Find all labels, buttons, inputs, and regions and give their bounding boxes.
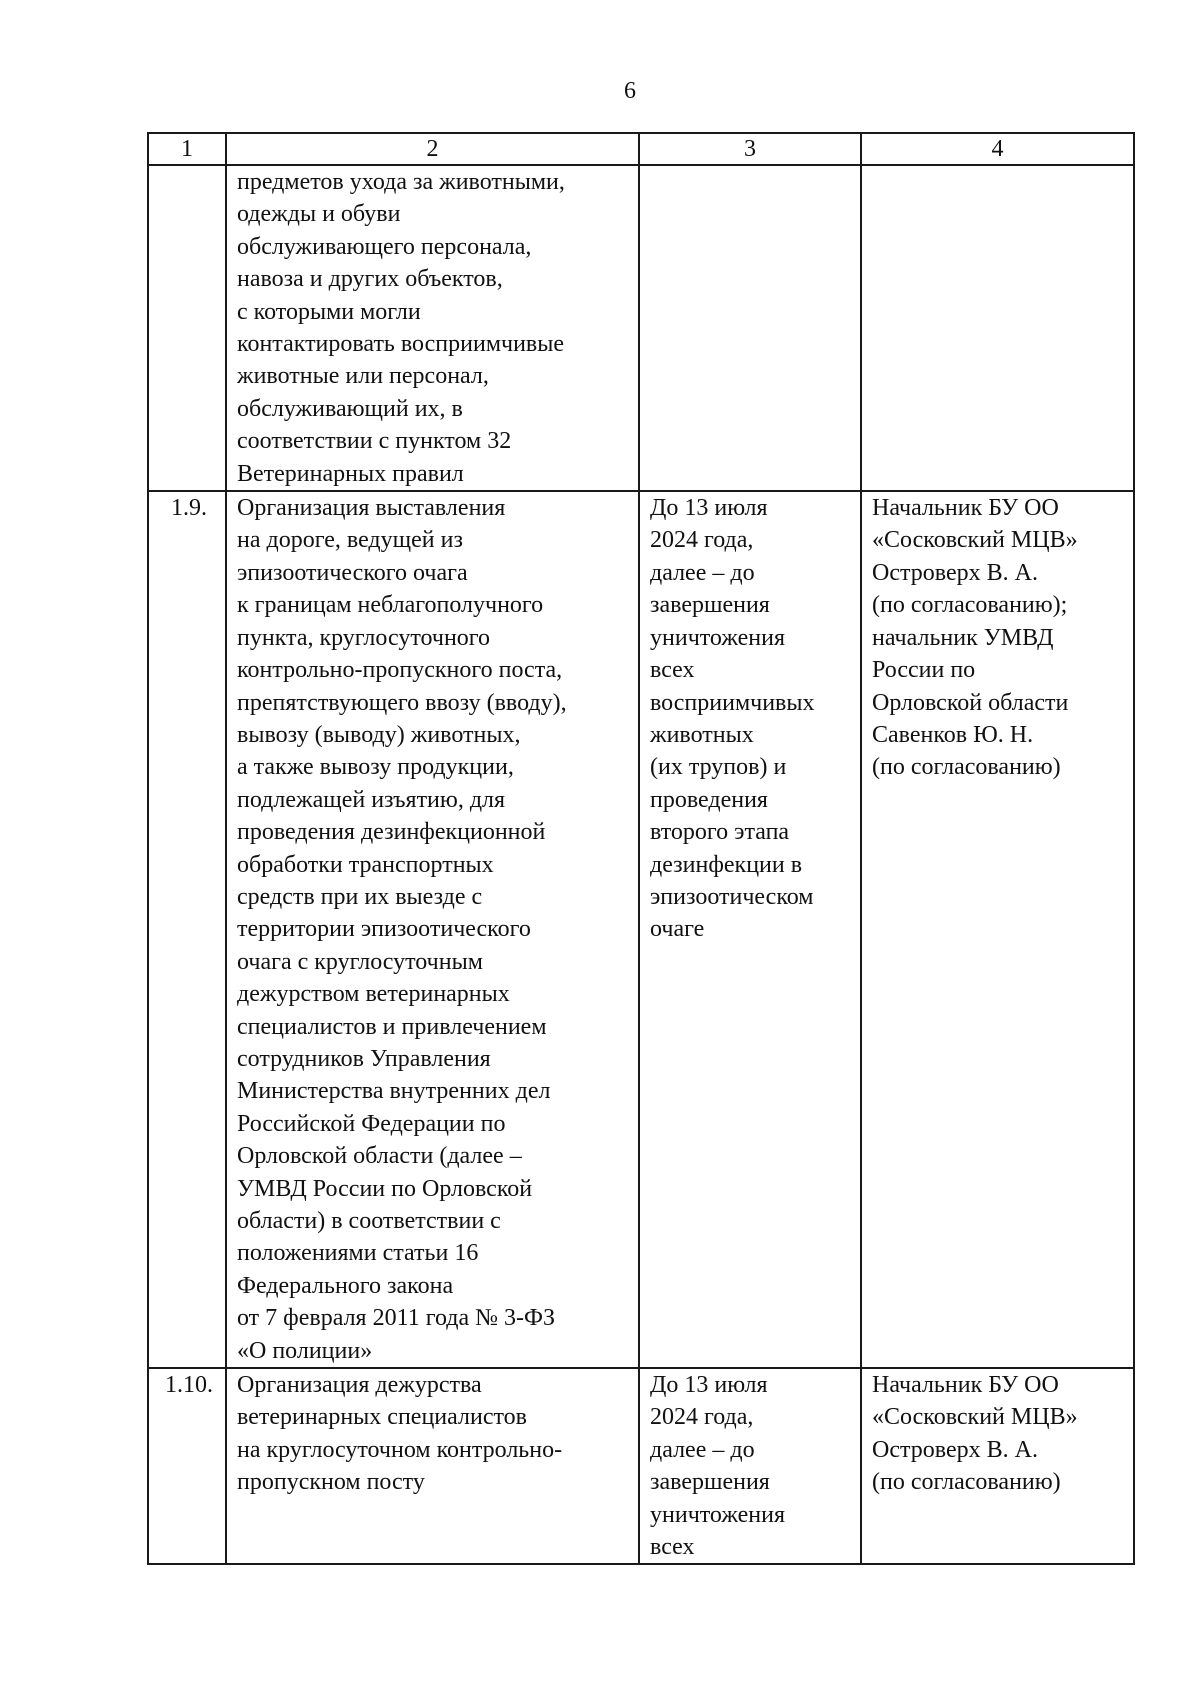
action-line: эпизоотического очага	[237, 559, 468, 586]
action-line: контактировать восприимчивые	[237, 331, 565, 358]
responsible-line: (по согласованию)	[872, 754, 1061, 781]
action-line: Министерства внутренних дел	[237, 1078, 551, 1105]
responsible-line: Орловской области	[872, 689, 1069, 716]
column-header-action: 2	[226, 133, 639, 165]
action-cell	[226, 1368, 639, 1564]
responsible-line: Начальник БУ ОО	[872, 1372, 1059, 1399]
deadline-line: дезинфекции в	[650, 851, 803, 878]
action-line: средств при их выезде с	[237, 883, 483, 910]
action-line: одежды и обуви	[237, 201, 401, 228]
action-line: контрольно-пропускного поста,	[237, 657, 563, 684]
table-row	[148, 165, 1134, 491]
action-line: проведения дезинфекционной	[237, 819, 546, 846]
deadline-cell	[639, 165, 861, 491]
action-line: территории эпизоотического	[237, 916, 531, 943]
action-line: животные или персонал,	[237, 363, 489, 390]
action-line: на дороге, ведущей из	[237, 527, 463, 554]
row-number: 1.10.	[148, 1368, 226, 1564]
deadline-line: всех	[650, 657, 695, 684]
responsible-cell	[861, 1368, 1134, 1564]
action-line: Ветеринарных правил	[237, 460, 464, 487]
deadline-line: эпизоотическом	[650, 883, 814, 910]
action-line: пропускном посту	[237, 1469, 425, 1496]
deadline-line: уничтожения	[650, 1501, 785, 1528]
action-line: дежурством ветеринарных	[237, 981, 510, 1008]
action-cell	[226, 165, 639, 491]
deadline-line: завершения	[650, 1469, 770, 1496]
measures-table	[147, 132, 1135, 1565]
deadline-line: очаге	[650, 916, 705, 943]
table-row	[148, 491, 1134, 1368]
column-header-number: 1	[148, 133, 226, 165]
deadline-line: второго этапа	[650, 819, 790, 846]
action-line: обслуживающего персонала,	[237, 233, 532, 260]
action-line: соответствии с пунктом 32	[237, 428, 512, 455]
action-line: с которыми могли	[237, 298, 421, 325]
action-line: Организация выставления	[237, 495, 506, 522]
row-number: 1.9.	[148, 491, 226, 1368]
action-line: очага с круглосуточным	[237, 948, 483, 975]
action-line: к границам неблагополучного	[237, 592, 544, 619]
deadline-line: 2024 года,	[650, 527, 754, 554]
responsible-line: России по	[872, 657, 976, 684]
action-line: пункта, круглосуточного	[237, 624, 491, 651]
action-line: УМВД России по Орловской	[237, 1175, 533, 1202]
action-line: а также вывозу продукции,	[237, 754, 514, 781]
action-line: обслуживающий их, в	[237, 395, 463, 422]
action-line: положениями статьи 16	[237, 1240, 479, 1267]
action-line: Орловской области (далее –	[237, 1143, 522, 1170]
responsible-line: «Сосковский МЦВ»	[872, 1404, 1078, 1431]
action-cell	[226, 491, 639, 1368]
responsible-line: Островерх В. А.	[872, 1436, 1038, 1463]
responsible-line: Островерх В. А.	[872, 559, 1038, 586]
deadline-line: завершения	[650, 592, 770, 619]
action-line: препятствующего ввозу (вводу),	[237, 689, 567, 716]
action-line: ветеринарных специалистов	[237, 1404, 527, 1431]
action-line: Федерального закона	[237, 1272, 454, 1299]
table-header-row	[148, 133, 1134, 165]
table-row	[148, 1368, 1134, 1564]
deadline-line: восприимчивых	[650, 689, 815, 716]
deadline-line: далее – до	[650, 559, 755, 586]
deadline-line: далее – до	[650, 1436, 755, 1463]
responsible-line: Савенков Ю. Н.	[872, 721, 1034, 748]
deadline-line: 2024 года,	[650, 1404, 754, 1431]
deadline-cell	[639, 491, 861, 1368]
action-line: специалистов и привлечением	[237, 1013, 547, 1040]
action-line: Российской Федерации по	[237, 1110, 506, 1137]
deadline-line: всех	[650, 1534, 695, 1561]
action-line: навоза и других объектов,	[237, 266, 503, 293]
responsible-cell	[861, 491, 1134, 1368]
column-header-responsible: 4	[861, 133, 1134, 165]
responsible-cell	[861, 165, 1134, 491]
action-line: вывозу (выводу) животных,	[237, 721, 521, 748]
deadline-line: До 13 июля	[650, 495, 768, 522]
action-line: от 7 февраля 2011 года № 3-ФЗ	[237, 1305, 555, 1332]
action-line: на круглосуточном контрольно-	[237, 1436, 563, 1463]
column-header-deadline: 3	[639, 133, 861, 165]
action-line: области) в соответствии с	[237, 1208, 501, 1234]
responsible-line: «Сосковский МЦВ»	[872, 527, 1078, 554]
action-line: «О полиции»	[237, 1337, 373, 1364]
deadline-line: (их трупов) и	[650, 754, 787, 781]
deadline-line: проведения	[650, 786, 768, 813]
row-number	[148, 165, 226, 491]
responsible-line: (по согласованию)	[872, 1469, 1061, 1496]
deadline-cell	[639, 1368, 861, 1564]
action-line: подлежащей изъятию, для	[237, 786, 506, 813]
deadline-line: животных	[650, 721, 754, 748]
deadline-line: уничтожения	[650, 624, 785, 651]
responsible-line: (по согласованию);	[872, 592, 1068, 619]
page-number: 6	[624, 78, 636, 104]
deadline-line: До 13 июля	[650, 1372, 768, 1399]
responsible-line: Начальник БУ ОО	[872, 495, 1059, 522]
action-line: сотрудников Управления	[237, 1045, 491, 1072]
action-line: предметов ухода за животными,	[237, 169, 565, 195]
responsible-line: начальник УМВД	[872, 624, 1054, 651]
action-line: Организация дежурства	[237, 1372, 482, 1399]
action-line: обработки транспортных	[237, 851, 494, 878]
